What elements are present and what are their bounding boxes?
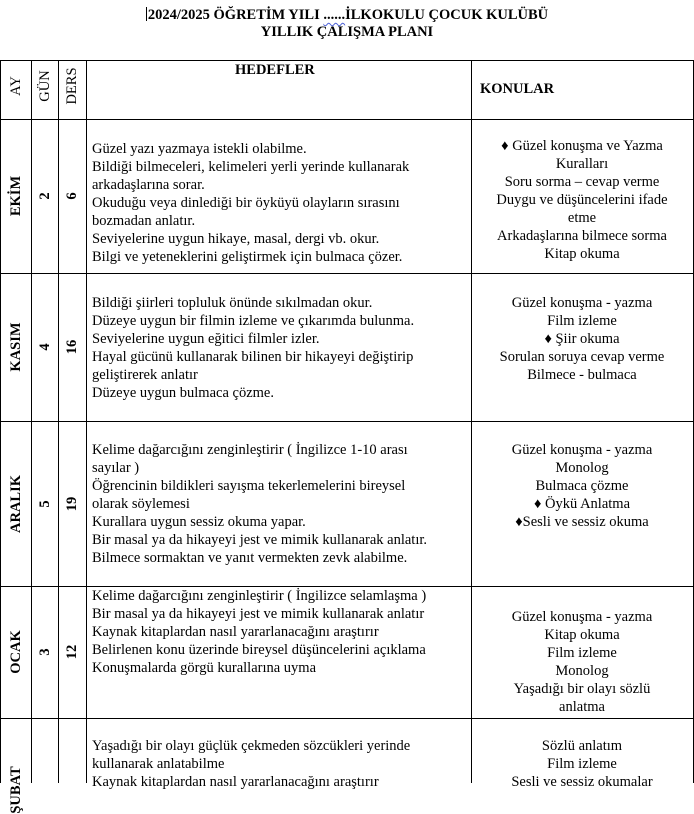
row-divider <box>0 718 694 719</box>
topic-line: Güzel konuşma - yazma <box>511 442 653 458</box>
table-border-top <box>0 60 694 61</box>
topic-line: ♦ Şiir okuma <box>544 331 620 347</box>
topic-line: Film izleme <box>547 645 617 661</box>
topics-cell <box>475 608 689 716</box>
title-suffix: İLKOKULU ÇOCUK KULÜBÜ <box>345 7 549 23</box>
topic-line: Arkadaşlarına bilmece sorma <box>497 228 667 244</box>
goals-cell <box>92 294 470 402</box>
header-month: AY <box>8 76 24 96</box>
col-divider <box>58 60 59 783</box>
lesson-cell: 12 <box>64 644 80 660</box>
goal-line: Bir masal ya da hikayeyi jest ve mimik kullanarak anlatır. <box>92 532 428 548</box>
goal-line: Konuşmalarda görgü kurallarına uyma <box>92 660 317 676</box>
topic-line: Yaşadığı bir olayı sözlü <box>513 681 651 697</box>
month-cell: ARALIK <box>8 474 24 534</box>
lesson-cell: 16 <box>64 339 80 355</box>
goal-line: Hayal gücünü kullanarak bilinen bir hikayeyi değiştirip <box>92 349 414 365</box>
col-divider <box>471 60 472 783</box>
goals-cell <box>92 587 470 677</box>
title-prefix: 2024/2025 ÖĞRETİM YILI <box>147 7 320 23</box>
day-cell: 5 <box>37 500 53 508</box>
topic-line: Bulmaca çözme <box>535 478 629 494</box>
day-cell: 4 <box>37 343 53 351</box>
goal-line: Yaşadığı bir olayı güçlük çekmeden sözcükleri yerinde <box>92 738 411 754</box>
topic-line: Kitap okuma <box>544 246 620 262</box>
goal-line: Kurallara uygun sessiz okuma yapar. <box>92 514 306 530</box>
day-cell: 2 <box>37 192 53 200</box>
topic-line: Sözlü anlatım <box>541 738 623 754</box>
goal-line: Seviyelerine uygun eğitici filmler izler. <box>92 331 320 347</box>
topic-line: anlatma <box>559 699 605 715</box>
topic-line: Sesli ve sessiz okumalar <box>511 774 653 790</box>
topic-line: Film izleme <box>547 313 617 329</box>
goal-line: kullanarak anlatabilme <box>92 756 225 772</box>
text-cursor <box>146 7 147 21</box>
document-subtitle: YILLIK ÇALIŞMA PLANI <box>260 24 434 40</box>
col-divider <box>31 60 32 783</box>
col-divider <box>0 60 1 783</box>
goal-line: Seviyelerine uygun hikaye, masal, dergi vb. okur. <box>92 231 380 247</box>
goal-line: Kelime dağarcığını zenginleştirir ( İngilizce selamlaşma ) <box>92 588 427 604</box>
col-divider <box>86 60 87 783</box>
goal-line: Kaynak kitaplardan nasıl yararlanacağını araştırır <box>92 624 379 640</box>
lesson-cell: 19 <box>64 496 80 512</box>
goal-line: Düzeye uygun bir filmin izleme ve çıkarımda bulunma. <box>92 313 415 329</box>
goals-cell <box>92 140 470 266</box>
header-goals: HEDEFLER <box>235 62 315 78</box>
goal-line: bozmadan anlatır. <box>92 213 196 229</box>
goal-line: Okuduğu veya dinlediği bir öyküyü olayların sırasını <box>92 195 400 211</box>
month-cell: ŞUBAT <box>8 766 24 814</box>
goal-line: Bir masal ya da hikayeyi jest ve mimik kullanarak anlatır <box>92 606 425 622</box>
row-divider <box>0 119 694 120</box>
row-divider <box>0 273 694 274</box>
goal-line: Bildiği şiirleri topluluk önünde sıkılmadan okur. <box>92 295 373 311</box>
topic-line: Kitap okuma <box>544 627 620 643</box>
goal-line: Bilmece sormaktan ve yanıt vermekten zevk alabilme. <box>92 550 408 566</box>
goal-line: sayılar ) <box>92 460 140 476</box>
header-lesson: DERS <box>64 67 80 105</box>
topic-line: Kuralları <box>555 156 609 172</box>
topic-line: Film izleme <box>547 756 617 772</box>
day-cell: 3 <box>37 648 53 656</box>
topic-line: Monolog <box>555 663 609 679</box>
goal-line: Düzeye uygun bulmaca çözme. <box>92 385 274 401</box>
topics-cell <box>475 294 689 384</box>
topic-line: ♦Sesli ve sessiz okuma <box>515 514 649 530</box>
topic-line: Güzel konuşma - yazma <box>511 609 653 625</box>
goal-line: arkadaşlarına sorar. <box>92 177 205 193</box>
topics-cell <box>475 137 689 263</box>
lesson-cell: 6 <box>64 192 80 200</box>
topic-line: ♦ Öykü Anlatma <box>534 496 630 512</box>
document-title <box>0 7 694 24</box>
goal-line: Kaynak kitaplardan nasıl yararlanacağını araştırır <box>92 774 379 790</box>
topic-line: Bilmece - bulmaca <box>527 367 637 383</box>
topic-line: Güzel konuşma - yazma <box>511 295 653 311</box>
goal-line: Kelime dağarcığını zenginleştirir ( İngilizce 1-10 arası <box>92 442 408 458</box>
month-cell: KASIM <box>8 322 24 372</box>
row-divider <box>0 421 694 422</box>
goal-line: geliştirerek anlatır <box>92 367 198 383</box>
topic-line: etme <box>567 210 597 226</box>
topic-line: Monolog <box>555 460 609 476</box>
topic-line: Sorulan soruya cevap verme <box>499 349 665 365</box>
goal-line: Belirlenen konu üzerinde bireysel düşüncelerini açıklama <box>92 642 426 658</box>
goal-line: Bildiği bilmeceleri, kelimeleri yerli yerinde kullanarak <box>92 159 410 175</box>
topic-line: Soru sorma – cevap verme <box>504 174 660 190</box>
month-cell: EKİM <box>8 175 24 217</box>
header-topics: KONULAR <box>480 81 555 97</box>
topic-line: ♦ Güzel konuşma ve Yazma <box>501 138 663 154</box>
topic-line: Duygu ve düşüncelerini ifade <box>496 192 668 208</box>
header-day: GÜN <box>37 70 53 102</box>
goals-cell <box>92 441 470 567</box>
school-name-blank[interactable]: ...... <box>323 7 346 23</box>
goal-line: Güzel yazı yazmaya istekli olabilme. <box>92 141 307 157</box>
goal-line: Öğrencinin bildikleri sayışma tekerlemelerini bireysel <box>92 478 406 494</box>
goal-line: Bilgi ve yeteneklerini geliştirmek için bulmaca çözer. <box>92 249 403 265</box>
goal-line: olarak söylemesi <box>92 496 190 512</box>
topics-cell <box>475 441 689 531</box>
month-cell: OCAK <box>8 630 24 674</box>
